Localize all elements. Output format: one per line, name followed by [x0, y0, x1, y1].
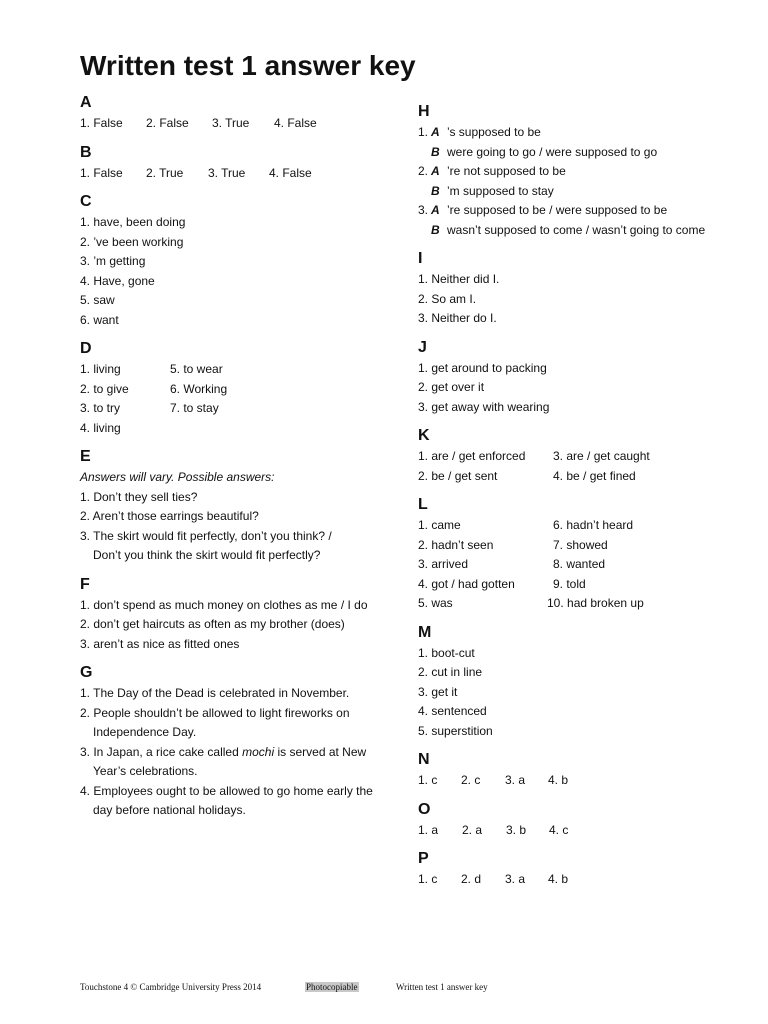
- answer-text: wasn’t supposed to come / wasn’t going to come: [447, 222, 706, 237]
- answer-item: 4. False: [269, 165, 312, 180]
- two-column-answers: [80, 360, 380, 438]
- answer-line: 1. have, been doing: [80, 215, 186, 229]
- section-letter: K: [418, 427, 430, 444]
- answer-line: 5. was: [418, 596, 453, 610]
- section-c: [80, 191, 380, 330]
- answer-line: Independence Day.: [93, 725, 197, 739]
- section-letter: L: [418, 496, 428, 513]
- answer-line: 2. to give: [80, 381, 129, 396]
- item-number: 1.: [418, 125, 429, 139]
- answer-line: 1. don’t spend as much money on clothes as me / I do: [80, 597, 368, 612]
- speaker-label: A: [431, 164, 440, 178]
- answer-line: 1. The Day of the Dead is celebrated in November.: [80, 686, 350, 700]
- section-letter: I: [418, 250, 423, 267]
- answer-text: ’re supposed to be / were supposed to be: [447, 203, 668, 217]
- answer-item: 1. a: [418, 822, 439, 837]
- section-letter: E: [80, 448, 91, 465]
- answer-item: 2. d: [461, 872, 482, 886]
- section-g: [80, 662, 380, 821]
- answer-item: 4. b: [548, 773, 569, 787]
- answer-item: 4. False: [274, 116, 317, 130]
- answer-line: 4. living: [80, 420, 121, 435]
- section-b: [80, 142, 380, 184]
- answer-line: 3. arrived: [418, 557, 469, 571]
- section-letter: J: [418, 338, 427, 356]
- answer-item: 3. a: [505, 773, 526, 787]
- answer-line: 1. Don’t they sell ties?: [80, 489, 198, 504]
- answer-item: 2. c: [461, 773, 481, 787]
- answer-line: 2. don’t get haircuts as often as my brother (does): [80, 617, 345, 631]
- section-d: [80, 338, 380, 438]
- answer-line: 3. ’m getting: [80, 254, 146, 268]
- answer-text: 3. In Japan, a rice cake called: [80, 744, 239, 759]
- section-i: [418, 248, 748, 329]
- answer-text: ’m supposed to stay: [447, 183, 554, 198]
- answer-column: [418, 447, 553, 486]
- section-e: [80, 446, 380, 566]
- answer-line: 3. get it: [418, 684, 458, 699]
- two-column-answers: [418, 447, 748, 486]
- answer-line: 3. get away with wearing: [418, 399, 550, 414]
- answer-line: 3. to try: [80, 401, 121, 415]
- answer-line: 2. get over it: [418, 380, 485, 394]
- footer-copyright: Touchstone 4 © Cambridge University Press 2014: [80, 982, 262, 992]
- answer-item: 1. False: [80, 165, 123, 180]
- answer-line: 4. Have, gone: [80, 273, 155, 288]
- footer-doc-title: Written test 1 answer key: [396, 982, 488, 992]
- answer-line: 5. superstition: [418, 723, 493, 738]
- answer-line: 1. get around to packing: [418, 360, 547, 375]
- speaker-label: B: [431, 222, 440, 237]
- answer-line: [418, 201, 748, 221]
- answer-item: 2. False: [146, 116, 189, 130]
- answer-line: 2. be / get sent: [418, 468, 498, 483]
- photocopiable-badge: Photocopiable: [306, 982, 358, 992]
- answer-line: 2. So am I.: [418, 291, 477, 306]
- answer-row: [80, 164, 380, 184]
- answer-emphasis: mochi: [242, 744, 275, 759]
- section-k: [418, 425, 748, 486]
- section-letter: C: [80, 193, 92, 210]
- answer-line: 3. The skirt would fit perfectly, don’t you think? /: [80, 528, 332, 543]
- answer-item: 3. True: [212, 116, 250, 130]
- answer-item: 1. c: [418, 872, 438, 886]
- answer-item: 1. c: [418, 773, 438, 787]
- answer-text: ’re not supposed to be: [447, 164, 566, 178]
- answer-line: 3. are / get caught: [553, 449, 650, 463]
- answer-column: [170, 360, 227, 438]
- section-l: [418, 494, 748, 614]
- answer-line: 4. Employees ought to be allowed to go home early the: [80, 783, 373, 798]
- answer-line: [418, 143, 748, 163]
- section-letter: F: [80, 575, 90, 593]
- answer-line: 1. living: [80, 362, 121, 376]
- answer-line: [418, 221, 748, 241]
- section-letter: P: [418, 850, 429, 867]
- item-number: 3.: [418, 203, 429, 217]
- answer-column: [553, 447, 650, 486]
- section-f: [80, 574, 380, 655]
- answer-line: 2. hadn’t seen: [418, 537, 494, 552]
- answer-item: 3. a: [505, 872, 526, 886]
- answer-line: 7. showed: [553, 537, 608, 552]
- section-letter: N: [418, 751, 430, 768]
- answer-line: 3. Neither do I.: [418, 311, 497, 325]
- answer-line: [80, 743, 380, 763]
- answer-line: [418, 182, 748, 202]
- answer-line: 1. came: [418, 518, 461, 532]
- answer-line: 2. Aren’t those earrings beautiful?: [80, 509, 259, 523]
- section-p: [418, 848, 748, 890]
- answer-item: 4. c: [549, 822, 569, 837]
- answer-line: 2. ’ve been working: [80, 234, 184, 249]
- answer-row: [418, 870, 748, 890]
- answer-line: [418, 123, 748, 143]
- answer-line: 4. sentenced: [418, 704, 487, 718]
- answer-line: 7. to stay: [170, 401, 219, 415]
- answer-line: 2. People shouldn’t be allowed to light fireworks on: [80, 705, 350, 720]
- left-column: [80, 92, 380, 829]
- answer-line: 5. saw: [80, 293, 115, 307]
- answer-line: 6. want: [80, 312, 119, 327]
- section-letter: M: [418, 623, 432, 641]
- speaker-label: B: [431, 183, 440, 198]
- section-letter: D: [80, 340, 92, 357]
- answer-item: 4. b: [548, 872, 569, 886]
- answer-text: ’s supposed to be: [447, 125, 541, 139]
- right-column: [418, 101, 748, 898]
- answer-line: 4. be / get fined: [553, 468, 636, 483]
- answer-item: 2. a: [462, 822, 483, 837]
- answer-line: 6. hadn’t heard: [553, 518, 634, 532]
- answer-line: 1. are / get enforced: [418, 449, 526, 463]
- section-h: [418, 101, 748, 240]
- section-a: [80, 92, 380, 134]
- answer-line: Year’s celebrations.: [93, 764, 198, 778]
- page-title: Written test 1 answer key: [80, 50, 416, 81]
- section-j: [418, 337, 748, 418]
- answer-line: [418, 162, 748, 182]
- answer-column: [547, 516, 644, 614]
- section-letter: H: [418, 103, 430, 120]
- answer-line: 6. Working: [170, 381, 228, 396]
- section-letter: B: [80, 143, 92, 161]
- answer-text: is served at New: [277, 744, 367, 759]
- answer-item: 3. True: [208, 165, 246, 180]
- section-n: [418, 749, 748, 791]
- answer-line: 2. cut in line: [418, 665, 483, 679]
- answer-line: 10. had broken up: [547, 596, 644, 610]
- speaker-label: A: [431, 203, 440, 217]
- answer-line: 5. to wear: [170, 362, 223, 376]
- section-o: [418, 799, 748, 841]
- answer-line: 9. told: [553, 576, 586, 591]
- section-m: [418, 622, 748, 742]
- answer-column: [80, 360, 170, 438]
- answers-note: Answers will vary. Possible answers:: [80, 470, 275, 484]
- two-column-answers: [418, 516, 748, 614]
- answer-row: [418, 771, 748, 791]
- answer-column: [418, 516, 547, 614]
- answer-line: 1. Neither did I.: [418, 272, 500, 286]
- section-letter: A: [80, 94, 92, 111]
- section-letter: G: [80, 664, 93, 681]
- speaker-label: B: [431, 144, 440, 159]
- answer-text: were going to go / were supposed to go: [447, 144, 658, 159]
- answer-line: 8. wanted: [553, 557, 606, 571]
- answer-item: 1. False: [80, 116, 123, 130]
- answer-row: [418, 821, 748, 841]
- answer-line: 4. got / had gotten: [418, 576, 515, 591]
- answer-line: Don’t you think the skirt would fit perfectly?: [93, 548, 321, 562]
- answer-line: 3. aren’t as nice as fitted ones: [80, 636, 240, 651]
- answer-item: 3. b: [506, 822, 527, 837]
- item-number: 2.: [418, 164, 429, 178]
- speaker-label: A: [431, 125, 440, 139]
- section-letter: O: [418, 800, 431, 818]
- answer-item: 2. True: [146, 165, 184, 180]
- answer-line: 1. boot-cut: [418, 645, 475, 660]
- answer-row: [80, 114, 380, 134]
- answer-line: day before national holidays.: [93, 803, 246, 817]
